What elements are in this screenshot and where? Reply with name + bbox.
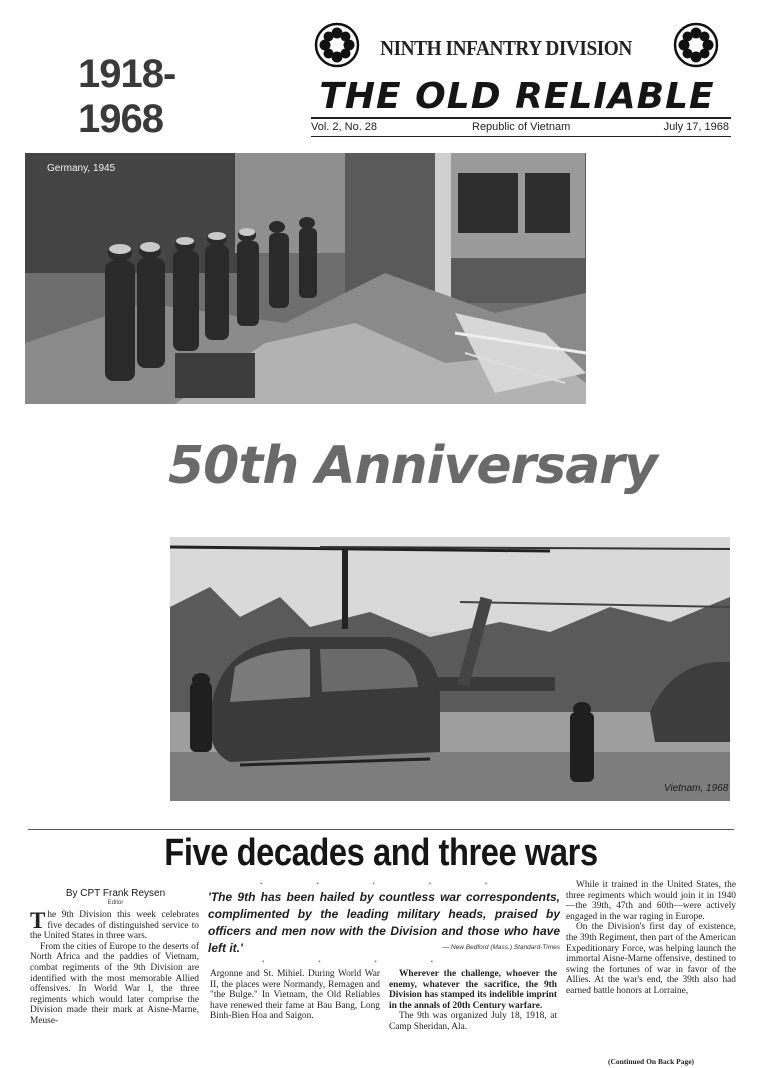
newspaper-title: THE OLD RELIABLE bbox=[319, 76, 715, 117]
issue-volume: Vol. 2, No. 28 bbox=[311, 121, 378, 133]
article-paragraph: Argonne and St. Mihiel. During World War II, the places were Normandy, Remagen and "the Bulge." In Vietnam, the Old Reliables have renewed their fame at Bau Bang, Long Binh-Bien Hoa and Saigon. bbox=[210, 969, 380, 1022]
article-column-1 bbox=[30, 910, 199, 1027]
photo-vietnam-art bbox=[170, 537, 730, 801]
pull-quote: 'The 9th has been hailed by countless war correspondents, complimented by the leading military heads, praised by officers and men now with the Division and those who have left it.' bbox=[208, 890, 560, 955]
byline-role: Editor bbox=[107, 900, 124, 906]
pull-quote-source: — New Bedford (Mass.) Standard-Times bbox=[442, 944, 560, 951]
article-column-3 bbox=[389, 969, 557, 1033]
octofoil-emblem-icon bbox=[673, 22, 719, 68]
article-paragraph: On the Division's first day of existence, the 39th Regiment, then part of the American Expeditionary Force, was helping launch the immortal Aisne-Marne offensive, destined to swing the fortunes of war in favor of the Allies. At the war's end, the 39th also had earned battle honors at Lorraine, bbox=[566, 922, 736, 996]
photo-caption-vietnam: Vietnam, 1968 bbox=[664, 783, 729, 794]
article-paragraph: Wherever the challenge, whoever the enemy, whatever the sacrifice, the 9th Division has stamped its indelible imprint in the annals of 20th Century warfare. bbox=[389, 969, 557, 1011]
issue-place: Republic of Vietnam bbox=[472, 121, 571, 133]
article-headline: Five decades and three wars bbox=[164, 832, 598, 874]
anniversary-heading: 50th Anniversary bbox=[168, 436, 657, 496]
article-column-4 bbox=[566, 880, 736, 997]
division-name: NINTH INFANTRY DIVISION bbox=[380, 36, 632, 60]
paragraph-text: he 9th Division this week celebrates five decades of distinguished service to the United States in three wars. bbox=[30, 910, 199, 942]
article-paragraph: From the cities of Europe to the deserts of North Africa and the paddies of Vietnam, combat regiments of the 9th Division are identified with the most memorable Allied offensives. In World War I, the three regiments which would later comprise the Division made their mark at Aisne-Marne, Meuse- bbox=[30, 941, 199, 1026]
issue-info bbox=[311, 120, 731, 136]
article-paragraph: While it trained in the United States, the three regiments which would join it in 1940—the 39th, 47th and 60th—were actively engaged in the war raging in Europe. bbox=[566, 880, 736, 922]
issue-date: July 17, 1968 bbox=[663, 121, 729, 133]
article-paragraph: The 9th was organized July 18, 1918, at Camp Sheridan, Ala. bbox=[389, 1011, 557, 1032]
drop-cap: T bbox=[30, 908, 46, 933]
headline-rule bbox=[28, 829, 734, 830]
continued-note: (Continued On Back Page) bbox=[607, 1057, 695, 1066]
photo-germany-1945 bbox=[25, 153, 586, 404]
title-rule bbox=[311, 117, 731, 119]
issue-rule bbox=[311, 136, 731, 137]
photo-caption-germany: Germany, 1945 bbox=[47, 163, 116, 174]
article-byline: By CPT Frank Reysen bbox=[65, 888, 166, 899]
ornament-dots: • • • • bbox=[262, 958, 460, 966]
photo-germany-art bbox=[25, 153, 586, 404]
anniversary-years: 1918-1968 bbox=[78, 52, 176, 141]
article-paragraph bbox=[30, 910, 199, 942]
octofoil-emblem-icon bbox=[314, 22, 360, 68]
photo-vietnam-1968 bbox=[170, 537, 730, 801]
article-column-2 bbox=[210, 969, 380, 1022]
ornament-dots: • • • • • bbox=[260, 880, 514, 888]
